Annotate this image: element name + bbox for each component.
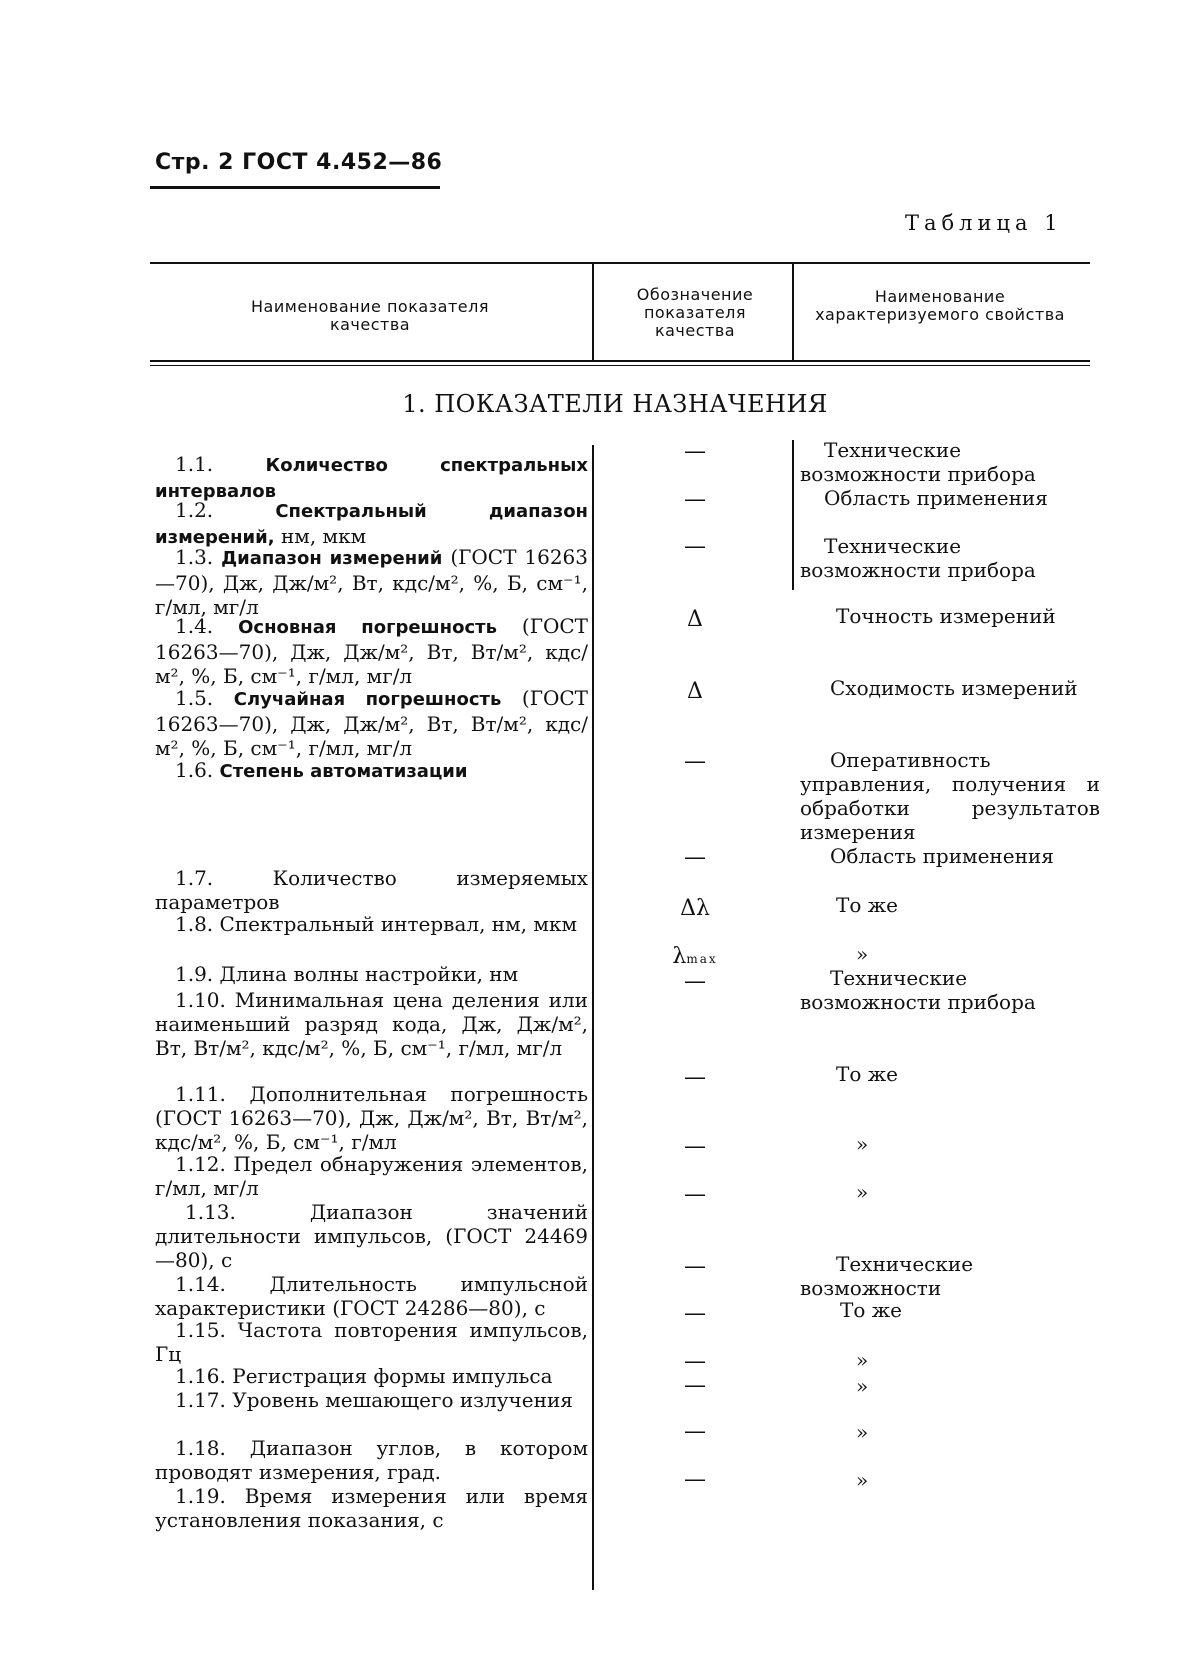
- table-row-property: Технические возможности прибора: [800, 966, 1036, 1014]
- table-caption: Таблица 1: [905, 211, 1063, 235]
- table-row-name: 1.19. Время измерения или время установления показания, с: [155, 1484, 588, 1532]
- column-divider-2: [792, 262, 794, 362]
- table-row-property: Область применения: [824, 486, 1048, 510]
- table-row-name: 1.6. Степень автоматизации: [175, 758, 468, 782]
- table-row-designation: Δλ: [680, 896, 710, 921]
- table-row-name: 1.11. Дополнительная погрешность (ГОСТ 16263—70), Дж, Дж/м², Вт, Вт/м², кдс/м², %, Б, см⁻¹, г/мл: [155, 1082, 588, 1154]
- table-row-designation: —: [684, 1301, 706, 1326]
- table-row-name: 1.12. Предел обнаружения элементов, г/мл, мг/л: [155, 1152, 589, 1200]
- table-row-property: Технические возможности: [800, 1252, 974, 1300]
- table-row-name: 1.10. Минимальная цена деления или наименьший разряд кода, Дж, Дж/м², Вт, Вт/м², кдс/м², %, Б, см⁻¹, г/мл, мг/л: [155, 988, 588, 1060]
- table-row-name: 1.17. Уровень мешающего излучения: [175, 1388, 573, 1412]
- column-header-property: Наименование характеризуемого свойства: [815, 287, 1065, 324]
- table-head-rule: [150, 360, 1090, 362]
- table-row-property: Область применения: [830, 844, 1054, 868]
- table-row-name: 1.8. Спектральный интервал, нм, мкм: [175, 912, 578, 936]
- table-row-property: »: [856, 1348, 869, 1372]
- table-row-designation: —: [684, 1134, 706, 1159]
- table-row-name: 1.15. Частота повторения импульсов, Гц: [155, 1318, 588, 1366]
- table-row-name: 1.2. Спектральный диапазон измерений, нм, мкм: [155, 498, 588, 548]
- table-row-name: 1.7. Количество измеряемых параметров: [155, 866, 588, 914]
- table-row-designation: —: [684, 1349, 706, 1374]
- table-row-designation: —: [684, 845, 706, 870]
- table-row-property: »: [856, 1374, 869, 1398]
- table-row-designation: Δ: [687, 607, 703, 632]
- table-head-rule-2: [150, 365, 1090, 366]
- table-row-name: 1.9. Длина волны настройки, нм: [175, 962, 519, 986]
- table-row-property: »: [856, 1468, 869, 1492]
- table-row-designation: —: [684, 534, 706, 559]
- table-row-property: »: [856, 1132, 869, 1156]
- table-row-name: 1.3. Диапазон измерений (ГОСТ 16263—70), Дж, Дж/м², Вт, кдс/м², %, Б, см⁻¹, г/мл, мг/л: [155, 545, 589, 619]
- table-row-property: Технические возможности прибора: [800, 438, 1036, 486]
- table-row-property: »: [856, 1420, 869, 1444]
- table-row-designation: λmax: [672, 944, 718, 969]
- table-row-designation: Δ: [687, 679, 703, 704]
- table-row-property: То же: [836, 1062, 898, 1086]
- table-row-property: »: [856, 942, 869, 966]
- table-row-designation: —: [684, 969, 706, 994]
- table-top-rule: [150, 262, 1090, 264]
- table-row-name: 1.1. Количество спектральных интервалов: [155, 452, 589, 502]
- table-row-designation: —: [684, 1373, 706, 1398]
- header-rule: [150, 186, 440, 189]
- column-header-name: Наименование показателя качества: [251, 297, 489, 334]
- table-row-designation: —: [684, 487, 706, 512]
- table-row-name: 1.4. Основная погрешность (ГОСТ 16263—70), Дж, Дж/м², Вт, Вт/м², кдс/м², %, Б, см⁻¹, г/мл, мг/л: [155, 614, 588, 688]
- table-row-designation: —: [684, 1419, 706, 1444]
- table-row-property: »: [856, 1180, 869, 1204]
- column-divider-1: [592, 262, 594, 362]
- table-row-name: 1.13. Диапазон значений длительности импульсов, (ГОСТ 24469—80), с: [155, 1200, 588, 1272]
- table-row-name: 1.14. Длительность импульсной характеристики (ГОСТ 24286—80), с: [155, 1272, 588, 1320]
- table-row-designation: —: [684, 439, 706, 464]
- table-row-name: 1.5. Случайная погрешность (ГОСТ 16263—70), Дж, Дж/м², Вт, Вт/м², кдс/м², %, Б, см⁻¹, г/мл, мг/л: [155, 686, 588, 760]
- table-row-property: То же: [840, 1298, 902, 1322]
- table-row-property: Сходимость измерений: [830, 676, 1078, 700]
- table-row-property: Оперативность управления, получения и обработки результатов измерения: [800, 748, 1100, 844]
- table-row-designation: —: [684, 1065, 706, 1090]
- table-row-designation: —: [684, 1182, 706, 1207]
- table-row-property: То же: [836, 893, 898, 917]
- table-row-property: Точность измерений: [836, 604, 1056, 628]
- section-title: 1. ПОКАЗАТЕЛИ НАЗНАЧЕНИЯ: [402, 390, 828, 418]
- column-header-designation: Обозначение показателя качества: [636, 285, 754, 340]
- table-row-property: Технические возможности прибора: [800, 534, 1036, 582]
- column-divider-1-body: [592, 445, 594, 1590]
- table-row-name: 1.18. Диапазон углов, в котором проводят измерения, град.: [155, 1436, 588, 1484]
- page-header: Стр. 2 ГОСТ 4.452—86: [155, 150, 443, 175]
- table-row-designation: —: [684, 1467, 706, 1492]
- table-row-designation: —: [684, 1254, 706, 1279]
- table-row-designation: —: [684, 749, 706, 774]
- table-row-name: 1.16. Регистрация формы импульса: [175, 1364, 553, 1388]
